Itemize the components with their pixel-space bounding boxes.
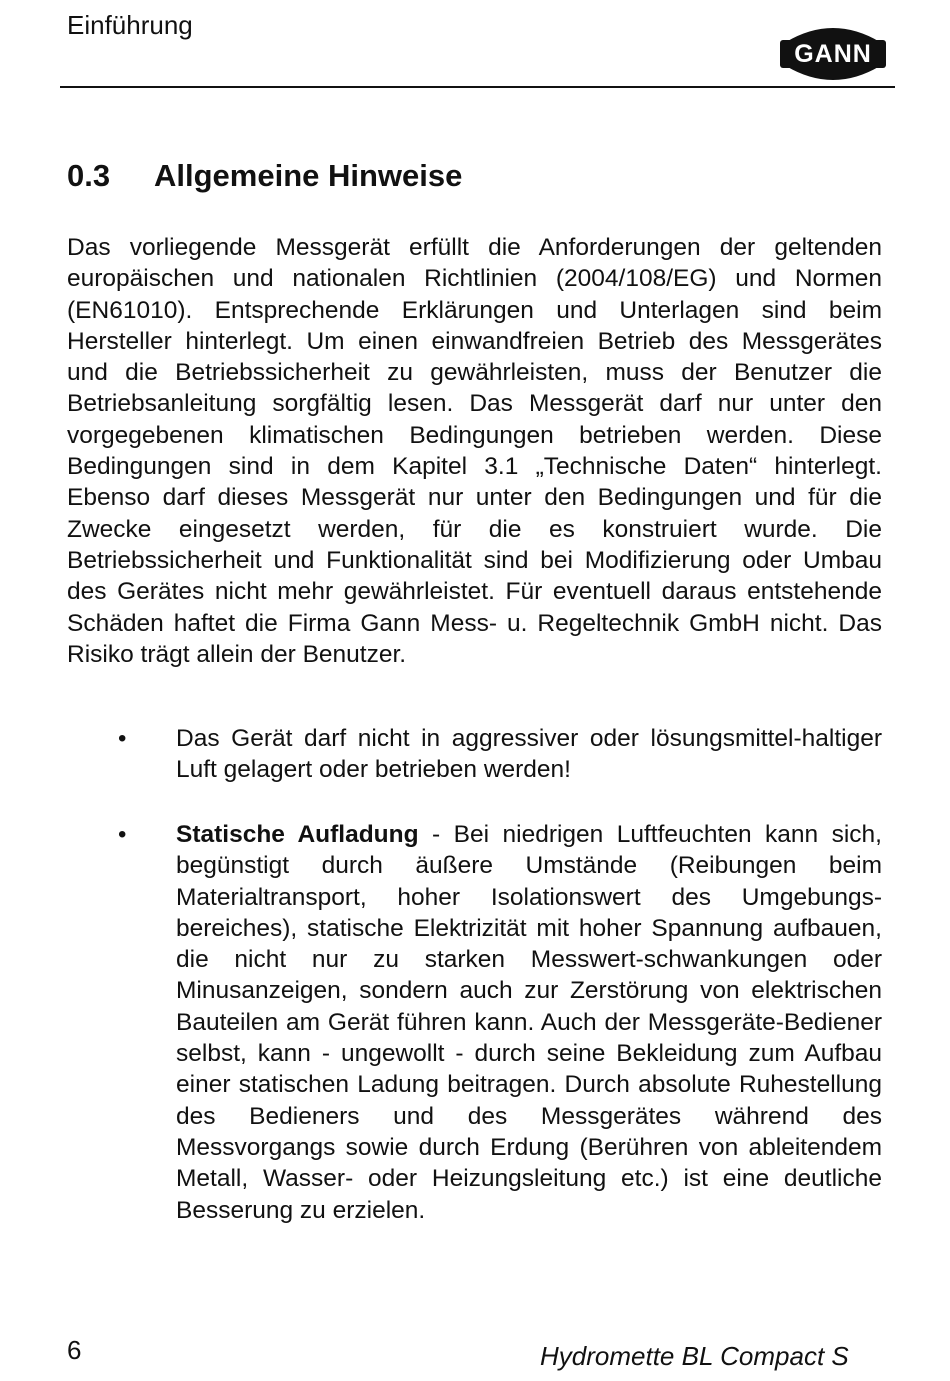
bullet-marker: • [118,725,127,752]
header-divider [60,86,895,88]
section-heading [67,157,462,195]
bullet-bold-term: Statische Aufladung [176,821,419,848]
bullet-marker: • [118,821,127,848]
page-number: 6 [67,1335,82,1365]
section-number: 0.3 [67,158,111,193]
bullet-item [118,723,882,786]
intro-paragraph: Das vorliegende Messgerät erfüllt die Anforderungen der geltenden europäischen und nationalen Richtlinien (2004/108/EG) und Normen (EN61010). Entsprechende Erklärungen und Unterlagen sind beim Hersteller hinterlegt. Um einen einwandfreien Betrieb des Messgerätes und die Betriebssicherheit zu gewährleisten, muss der Benutzer die Betriebsanleitung sorgfältig lesen. Das Messgerät darf nur unter den vorgegebenen klimatischen Bedingungen betrieben werden. Diese Bedingungen sind in dem Kapitel 3.1 „Technische Daten“ hinterlegt. Ebenso darf dieses Messgerät nur unter den Bedingungen und für die Zwecke eingesetzt werden, für die es konstruiert wurde. Die Betriebssicherheit und Funktionalität sind bei Modifizierung oder Umbau des Gerätes nicht mehr gewährleistet. Für eventuell daraus entstehende Schäden haftet die Firma Gann Mess- u. Regeltechnik GmbH nicht. Das Risiko trägt allein der Benutzer. [67,234,882,668]
section-title: Allgemeine Hinweise [154,158,463,193]
gann-logo [778,20,888,86]
header-section-title: Einführung [67,10,193,40]
svg-text:GANN: GANN [794,40,872,68]
bullet-text: Das Gerät darf nicht in aggressiver oder lösungsmittel-haltiger Luft gelagert oder betrieben werden! [176,725,882,784]
footer-product-name: Hydromette BL Compact S [540,1341,849,1371]
bullet-item [118,819,882,1226]
bullet-text: - Bei niedrigen Luftfeuchten kann sich, begünstigt durch äußere Umstände (Reibungen beim Materialtransport, hoher Isolationswert des Umgebungs-bereiches), statische Elektrizität mit hoher Spannung aufbauen, die nicht nur zu starken Messwert-schwankungen oder Minusanzeigen, sondern auch zur Zerstörung von elektrischen Bauteilen am Gerät führen kann. Auch der Messgeräte-Bediener selbst, kann - ungewollt - durch seine Bekleidung zum Aufbau einer statischen Ladung beitragen. Durch absolute Ruhestellung des Bedieners und des Messgerätes während des Messvorgangs sowie durch Erdung (Berühren von ableitendem Metall, Wasser- oder Heizungsleitung etc.) ist eine deutliche Besserung zu erzielen. [176,821,882,1224]
